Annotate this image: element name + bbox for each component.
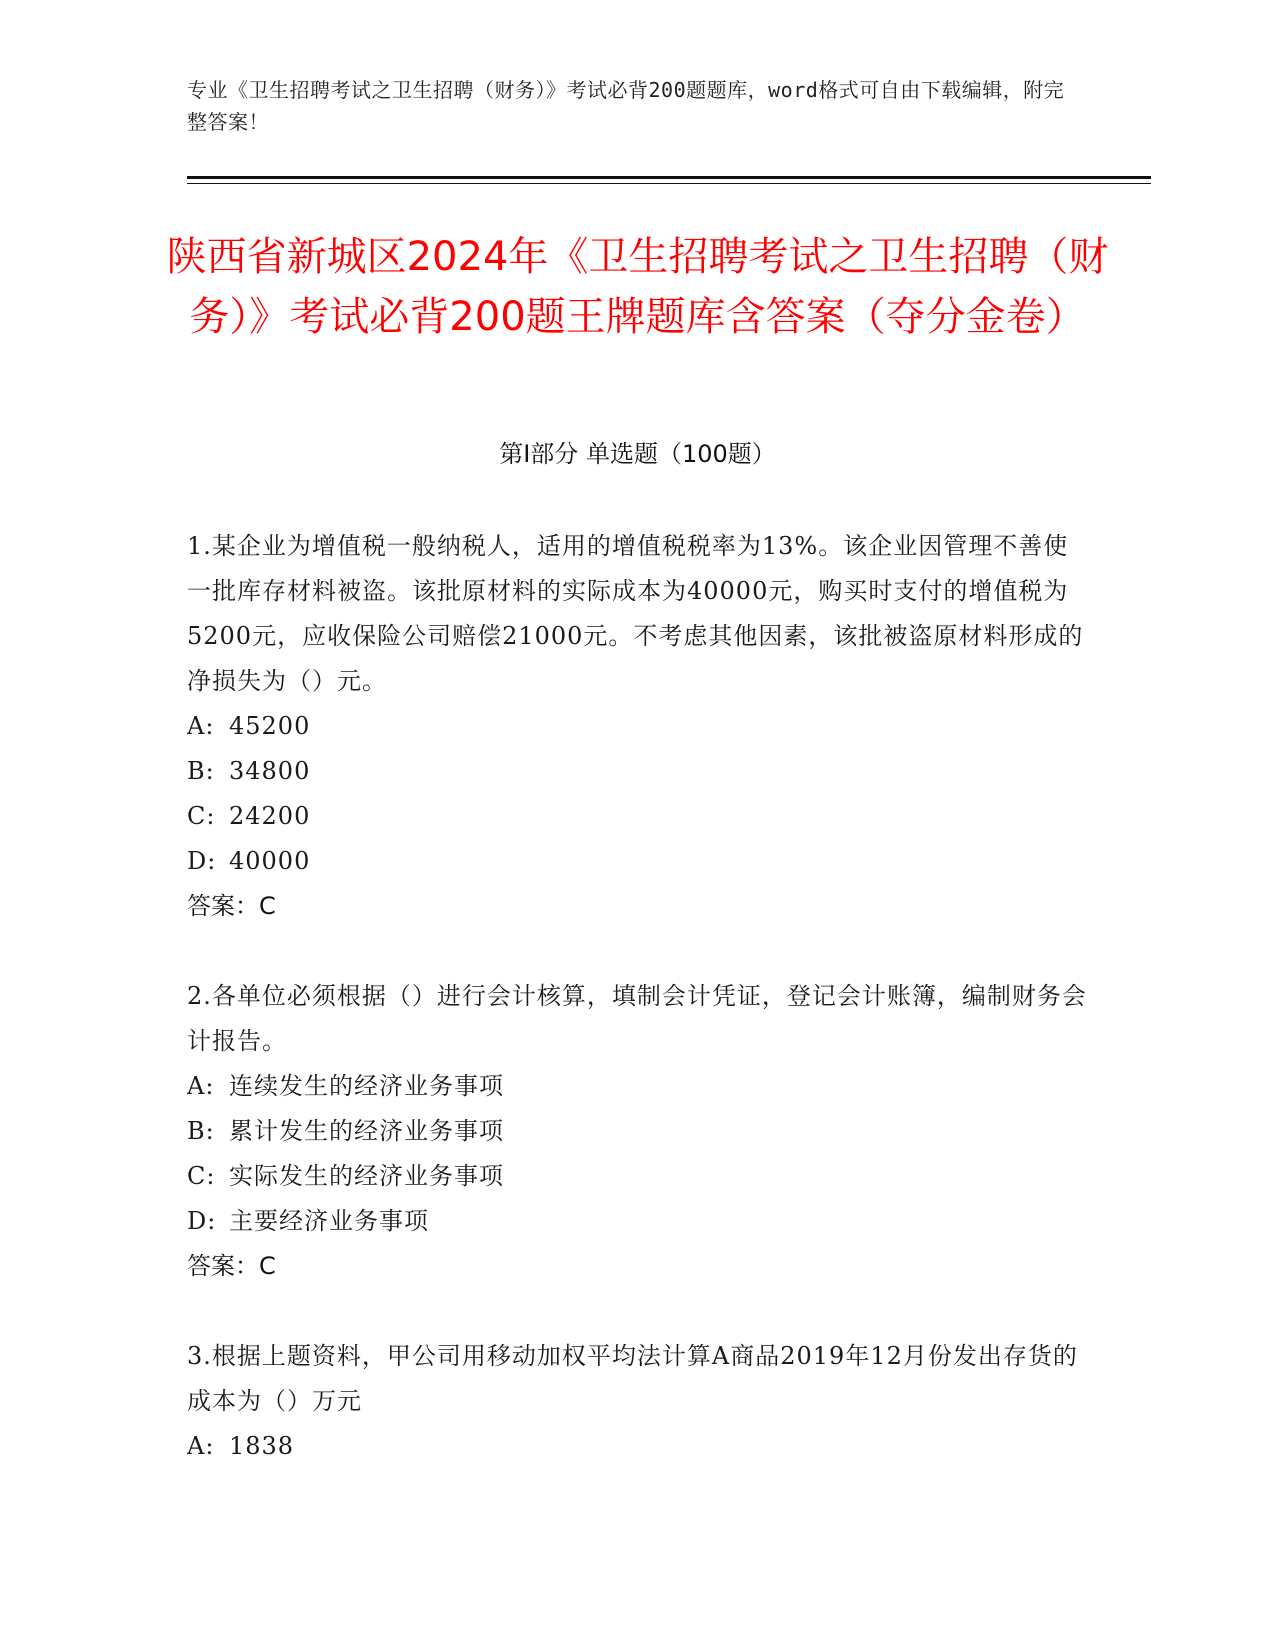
option-d bbox=[187, 1199, 1087, 1244]
option-key: A: bbox=[187, 1432, 215, 1460]
option-key: B: bbox=[187, 1117, 215, 1145]
question-3 bbox=[187, 1334, 1087, 1469]
option-a bbox=[187, 1424, 1087, 1469]
option-b bbox=[187, 749, 1087, 794]
question-text: 2.各单位必须根据（）进行会计核算，填制会计凭证，登记会计账簿，编制财务会计报告。 bbox=[187, 982, 1087, 1055]
answer-line: 答案：C bbox=[187, 1252, 276, 1280]
option-a bbox=[187, 1064, 1087, 1109]
question-1 bbox=[187, 524, 1087, 929]
option-key: A: bbox=[187, 1072, 215, 1100]
question-text: 3.根据上题资料，甲公司用移动加权平均法计算A商品2019年12月份发出存货的成本为（）万元 bbox=[187, 1342, 1078, 1415]
option-key: D: bbox=[187, 847, 217, 875]
option-d bbox=[187, 839, 1087, 884]
option-text: 45200 bbox=[229, 712, 311, 740]
option-c bbox=[187, 794, 1087, 839]
option-text: 1838 bbox=[229, 1432, 295, 1460]
header-divider-thick bbox=[187, 176, 1151, 179]
question-spacer bbox=[187, 929, 1087, 974]
option-key: A: bbox=[187, 712, 215, 740]
option-key: C: bbox=[187, 802, 216, 830]
option-text: 连续发生的经济业务事项 bbox=[229, 1072, 504, 1100]
answer-line: 答案：C bbox=[187, 892, 276, 920]
question-spacer bbox=[187, 1289, 1087, 1334]
option-text: 24200 bbox=[229, 802, 311, 830]
question-text: 1.某企业为增值税一般纳税人，适用的增值税税率为13%。该企业因管理不善使一批库存材料被盗。该批原材料的实际成本为40000元，购买时支付的增值税为5200元，应收保险公司赔偿21000元。不考虑其他因素，该批被盗原材料形成的净损失为（）元。 bbox=[187, 532, 1084, 695]
option-key: B: bbox=[187, 757, 215, 785]
option-key: D: bbox=[187, 1207, 217, 1235]
option-key: C: bbox=[187, 1162, 216, 1190]
option-text: 40000 bbox=[229, 847, 311, 875]
document-title: 陕西省新城区2024年《卫生招聘考试之卫生招聘（财务）》考试必背200题王牌题库含答案（夺分金卷） bbox=[166, 234, 1109, 340]
header-divider-thin bbox=[187, 183, 1151, 184]
option-c bbox=[187, 1154, 1087, 1199]
question-list bbox=[187, 524, 1087, 1469]
question-2 bbox=[187, 974, 1087, 1289]
option-text: 累计发生的经济业务事项 bbox=[229, 1117, 504, 1145]
option-b bbox=[187, 1109, 1087, 1154]
header-note: 专业《卫生招聘考试之卫生招聘（财务）》考试必背200题题库，word格式可自由下载编辑，附完整答案！ bbox=[187, 78, 1065, 134]
option-a bbox=[187, 704, 1087, 749]
option-text: 34800 bbox=[229, 757, 311, 785]
section-heading: 第Ⅰ部分 单选题（100题） bbox=[499, 440, 776, 468]
option-text: 实际发生的经济业务事项 bbox=[229, 1162, 504, 1190]
option-text: 主要经济业务事项 bbox=[229, 1207, 429, 1235]
